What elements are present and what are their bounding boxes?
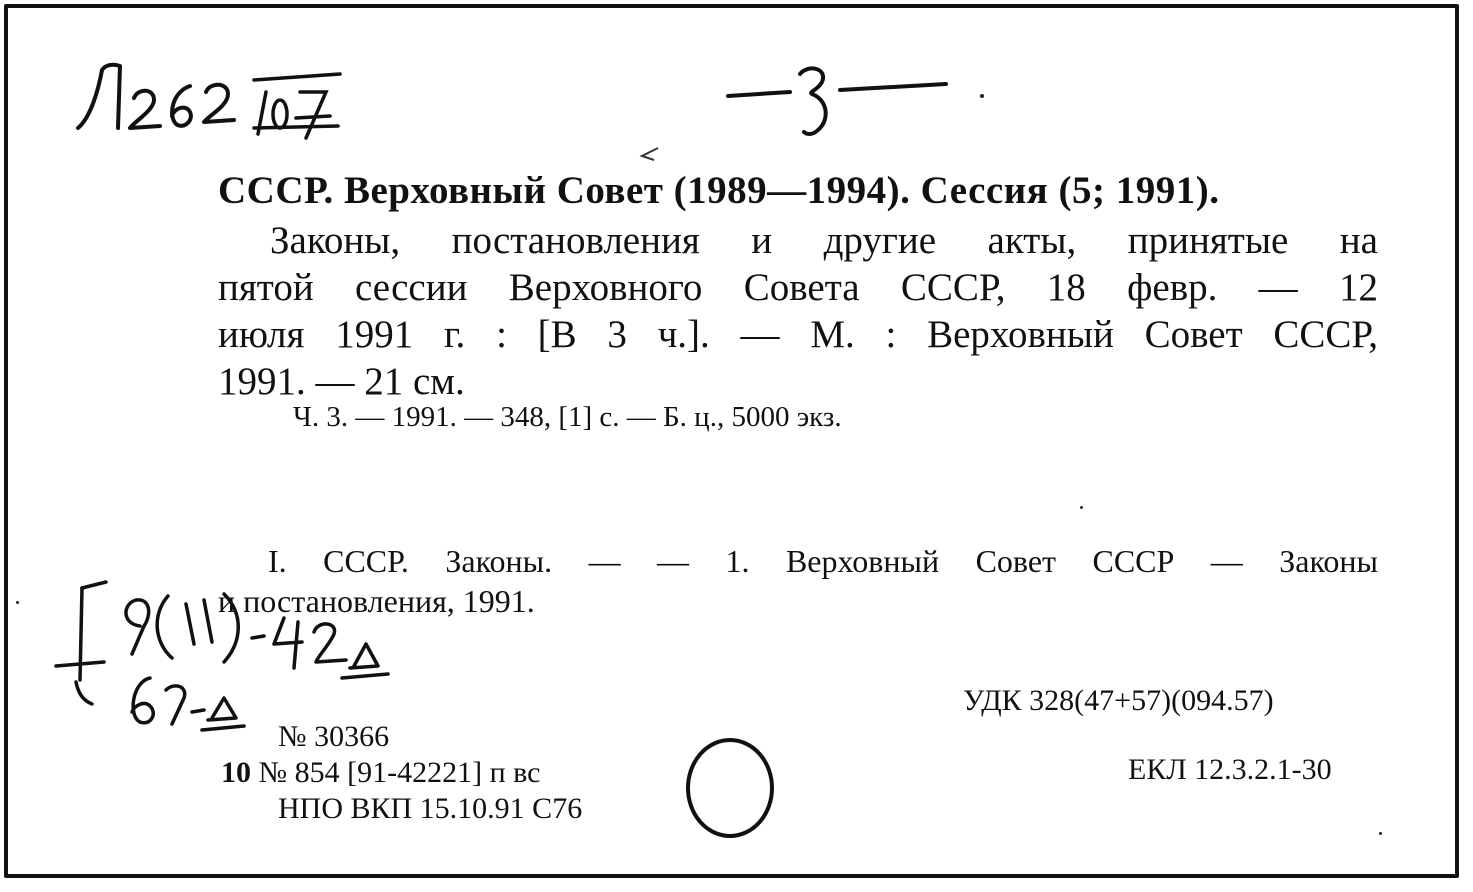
speck: [980, 94, 984, 98]
order-prefix: 10: [221, 756, 251, 789]
order-details: № 854 [91-42221] п вс: [258, 756, 541, 789]
order-line: [221, 756, 540, 790]
handwritten-classification-mark: [48, 570, 408, 740]
entry-body-line: 1991. — 21 см.: [218, 360, 465, 403]
subject-line: и постановления, 1991.: [218, 583, 535, 619]
entry-heading: СССР. Верховный Совет (1989—1994). Сессия (5; 1991).: [218, 169, 1220, 212]
pencil-tick-mark: [636, 144, 666, 164]
entry-body-line: пятой сессии Верховного Совета СССР, 18 февр. — 12: [218, 266, 1378, 309]
udk-code: УДК 328(47+57)(094.57): [963, 684, 1274, 717]
speck: [1080, 506, 1083, 509]
handwritten-shelf-mark: [68, 52, 368, 152]
entry-body-line: июля 1991 г. : [В 3 ч.]. — М. : Верховный Совет СССР,: [218, 313, 1378, 356]
card-punch-hole: [680, 732, 784, 844]
speck: [16, 601, 19, 604]
catalog-card: [4, 4, 1459, 878]
publisher-line: НПО ВКП 15.10.91 С76: [278, 792, 583, 825]
registration-number: № 30366: [278, 720, 390, 753]
entry-body: [218, 217, 1378, 405]
ekl-code: ЕКЛ 12.3.2.1-30: [1128, 753, 1332, 786]
handwritten-page-mark: [724, 60, 964, 150]
entry-part-line: Ч. 3. — 1991. — 348, [1] с. — Б. ц., 5000 экз.: [293, 401, 842, 433]
speck: [1379, 832, 1382, 835]
entry-body-line: Законы, постановления и другие акты, принятые на: [270, 219, 1378, 262]
subject-line: I. СССР. Законы. — — 1. Верховный Совет СССР — Законы: [268, 543, 1378, 579]
